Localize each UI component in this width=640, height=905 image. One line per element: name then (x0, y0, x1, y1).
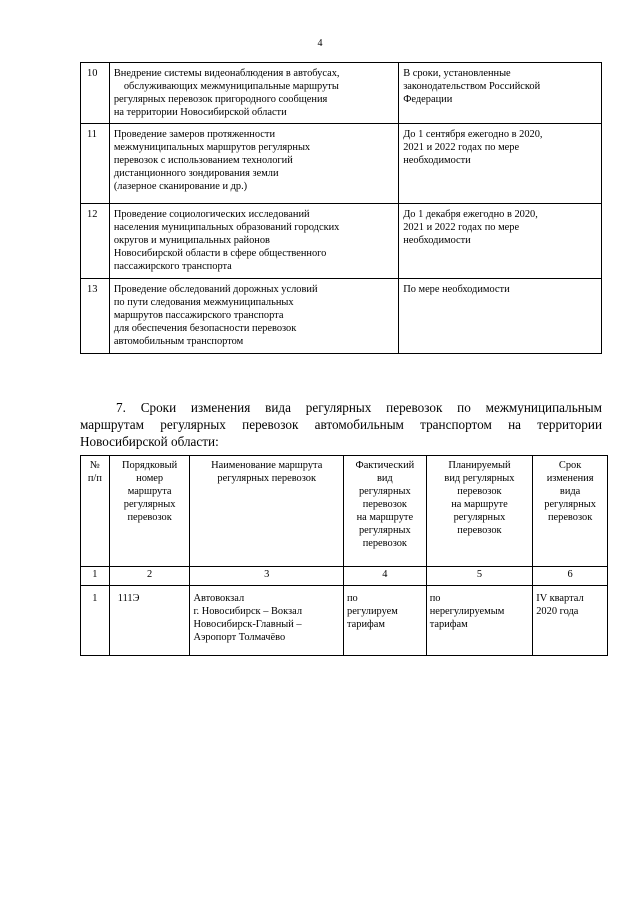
table-row (81, 204, 602, 279)
table-header-row (81, 456, 608, 567)
header-change-term: Срок изменения вида регулярных перевозок (533, 456, 608, 567)
column-index: 1 (81, 567, 110, 586)
route-change-table (80, 455, 608, 656)
planned-type: по нерегулируемым тарифам (426, 586, 533, 656)
measure-text: Проведение замеров протяженности межмуниципальных маршрутов регулярных перевозок с использованием технологий дистанционного зондирования земли (лазерное сканирование и др.) (109, 124, 398, 204)
table-row (81, 586, 608, 656)
header-route-number: Порядковый номер маршрута регулярных перевозок (109, 456, 190, 567)
page-number: 4 (317, 38, 323, 49)
table-row (81, 124, 602, 204)
column-index: 4 (344, 567, 427, 586)
measure-text: Проведение социологических исследований населения муниципальных образований городских округов и муниципальных районов Новосибирской области в сфере общественного пассажирского транспорта (109, 204, 398, 279)
column-index: 2 (109, 567, 190, 586)
section-7-line: 7. Сроки изменения вида регулярных перевозок по межмуниципальным (116, 400, 602, 415)
header-planned-type: Планируемый вид регулярных перевозок на маршруте регулярных перевозок (426, 456, 533, 567)
measure-number: 11 (81, 124, 110, 204)
route-number: 111Э (109, 586, 190, 656)
column-index: 3 (190, 567, 344, 586)
measure-term: В сроки, установленные законодательством Российской Федерации (399, 63, 602, 124)
column-index: 6 (533, 567, 608, 586)
header-route-name: Наименование маршрута регулярных перевозок (190, 456, 344, 567)
route-name: Автовокзал г. Новосибирск – Вокзал Новосибирск-Главный – Аэропорт Толмачёво (190, 586, 344, 656)
measure-text: Проведение обследований дорожных условий по пути следования межмуниципальных маршрутов пассажирского транспорта для обеспечения безопасности перевозок автомобильным транспортом (109, 279, 398, 354)
measures-table (80, 62, 602, 354)
change-term: IV квартал 2020 года (533, 586, 608, 656)
measure-text: Внедрение системы видеонаблюдения в автобусах, обслуживающих межмуниципальные маршруты регулярных перевозок пригородного сообщения на территории Новосибирской области (109, 63, 398, 124)
section-7-line: маршрутам регулярных перевозок автомобильным транспортом на территории (80, 417, 602, 432)
header-num: № п/п (81, 456, 110, 567)
header-actual-type: Фактический вид регулярных перевозок на маршруте регулярных перевозок (344, 456, 427, 567)
measure-term: До 1 декабря ежегодно в 2020, 2021 и 2022 годах по мере необходимости (399, 204, 602, 279)
row-num: 1 (81, 586, 110, 656)
measure-number: 13 (81, 279, 110, 354)
measure-term: До 1 сентября ежегодно в 2020, 2021 и 2022 годах по мере необходимости (399, 124, 602, 204)
column-index-row (81, 567, 608, 586)
section-7-line: Новосибирской области: (80, 434, 219, 449)
actual-type: по регулируем тарифам (344, 586, 427, 656)
column-index: 5 (426, 567, 533, 586)
section-7-heading (80, 399, 602, 450)
measure-number: 10 (81, 63, 110, 124)
table-row (81, 63, 602, 124)
measure-term: По мере необходимости (399, 279, 602, 354)
table-row (81, 279, 602, 354)
measure-number: 12 (81, 204, 110, 279)
